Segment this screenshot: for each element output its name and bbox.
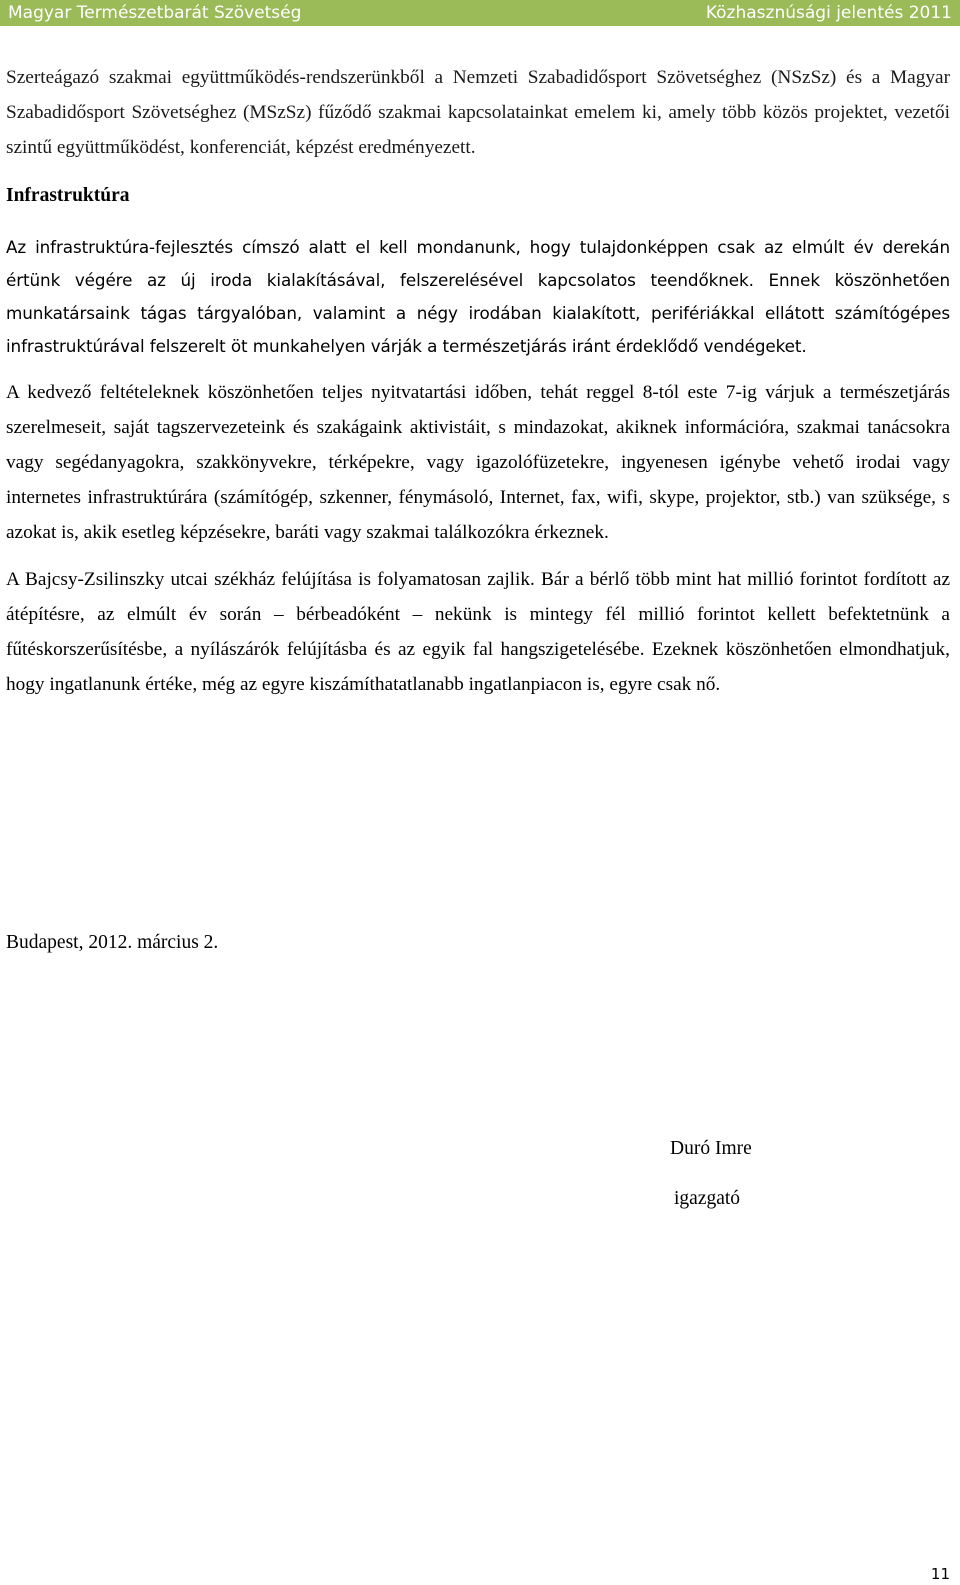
signer-name: Duró Imre <box>670 1138 752 1159</box>
section-heading-infrastructure: Infrastruktúra <box>6 185 130 206</box>
page-number: 11 <box>930 1565 950 1583</box>
page-header <box>0 0 960 26</box>
header-organization: Magyar Természetbarát Szövetség <box>8 3 302 23</box>
signer-title: igazgató <box>674 1188 741 1209</box>
infrastructure-paragraph-1: Az infrastruktúra-fejlesztés címszó alatt el kell mondanunk, hogy tulajdonképpen csak az elmúlt év derekán értünk végére az új iroda kialakításával, felszerelésével kapcsolatos teendőknek. Ennek köszönhetően munkatársaink tágas tárgyalóban, valamint a négy irodában kialakított, perifériákkal ellátott számítógépes infrastruktúrával felszerelt öt munkahelyen várják a természetjárás iránt érdeklődő vendégeket. <box>6 237 950 356</box>
intro-paragraph: Szerteágazó szakmai együttműködés-rendszerünkből a Nemzeti Szabadidősport Szövetséghez (NSzSz) és a Magyar Szabadidősport Szövetséghez (MSzSz) fűződő szakmai kapcsolatainkat emelem ki, amely több közös projektet, vezetői szintű együttműködést, konferenciát, képzést eredményezett. <box>6 67 950 158</box>
infrastructure-paragraph-2: A kedvező feltételeknek köszönhetően teljes nyitvatartási időben, tehát reggel 8-tól este 7-ig várjuk a természetjárás szerelmeseit, saját tagszervezeteink és szakágaink aktivistáit, s mindazokat, akiknek információra, szakmai tanácsokra vagy segédanyagokra, szakkönyvekre, térképekre, vagy igazolófüzetekre, ingyenesen igénybe vehető irodai vagy internetes infrastruktúrára (számítógép, szkenner, fénymásoló, Internet, fax, wifi, skype, projektor, stb.) van szüksége, s azokat is, akik esetleg képzésekre, baráti vagy szakmai találkozókra érkeznek. <box>6 382 950 543</box>
document-body <box>6 60 950 702</box>
place-and-date: Budapest, 2012. március 2. <box>6 932 219 953</box>
signature-block <box>670 1134 752 1214</box>
infrastructure-paragraph-3: A Bajcsy-Zsilinszky utcai székház felújítása is folyamatosan zajlik. Bár a bérlő több mint hat millió forintot fordított az átépítésre, az elmúlt év során – bérbeadóként – nekünk is mintegy fél millió forintot kellett befektetnünk a fűtéskorszerűsítésbe, a nyílászárók felújításba és az egyik fal hangszigetelésébe. Ezeknek köszönhetően elmondhatjuk, hogy ingatlanunk értéke, még az egyre kiszámíthatatlanabb ingatlanpiacon is, egyre csak nő. <box>6 569 950 695</box>
header-report-title: Közhasznúsági jelentés 2011 <box>705 3 952 23</box>
